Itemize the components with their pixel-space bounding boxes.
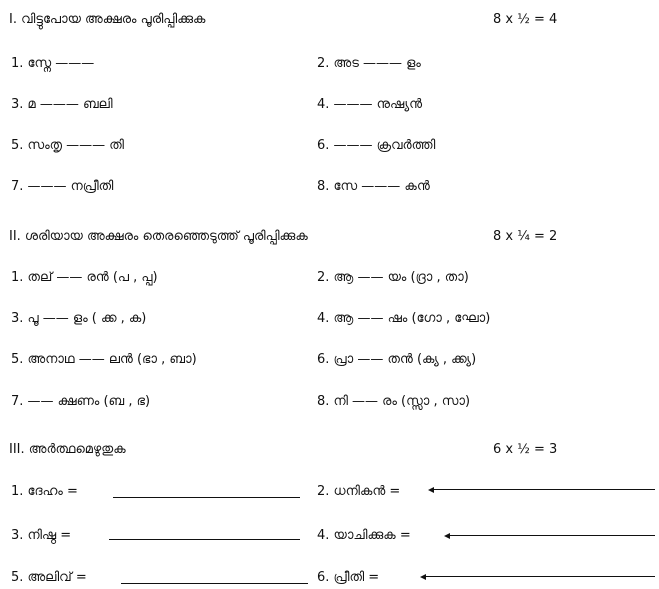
s1-question-7: 7. ——— നപ്രീതി <box>11 179 114 194</box>
s3-question-1: 1. ദേഹം = <box>11 484 78 499</box>
s3-answer-line-1[interactable] <box>113 497 300 498</box>
s2-question-2: 2. ആ —— യം (ദ്രാ , താ) <box>317 270 469 285</box>
s3-answer-line-5[interactable] <box>121 583 308 584</box>
s2-question-7: 7. —— ക്ഷണം (ബ , ഭ) <box>11 394 151 409</box>
s2-question-6: 6. പ്രാ —— തൻ (ക്യ , ക്ക്യ) <box>317 352 477 367</box>
s3-answer-line-4[interactable] <box>447 535 655 536</box>
s3-question-4: 4. യാചിക്കുക = <box>317 528 411 543</box>
s1-question-8: 8. സേ ——— കൻ <box>317 179 430 194</box>
section-3-marks: 6 x ½ = 3 <box>493 442 558 457</box>
s1-question-5: 5. സംതൃ ——— തി <box>11 138 125 153</box>
s1-question-1: 1. സ്നേ ——— <box>11 56 95 71</box>
s1-question-2: 2. അട ——— ളം <box>317 56 421 71</box>
s2-question-3: 3. പൂ —— ളം ( ക്ക , ക) <box>11 311 147 326</box>
s2-question-8: 8. നി —— രം (സ്സാ , സാ) <box>317 394 471 409</box>
s3-answer-line-2[interactable] <box>431 489 655 490</box>
s3-question-3: 3. നിഷ്ഠ = <box>11 528 72 543</box>
s1-question-3: 3. മ ——— ബലി <box>11 97 113 112</box>
s3-question-6: 6. പ്രീതി = <box>317 570 380 585</box>
section-3-title: III. അർത്ഥമെഴുതുക <box>9 442 126 457</box>
section-2-title: II. ശരിയായ അക്ഷരം തെരഞ്ഞെടുത്ത് പൂരിപ്പിക്കുക <box>9 229 308 244</box>
s2-question-5: 5. അനാഥ —— ലൻ (ഭാ , ബാ) <box>11 352 197 367</box>
s3-question-5: 5. അലിവ് = <box>11 570 87 585</box>
s1-question-6: 6. ——— ക്രവർത്തി <box>317 138 436 153</box>
s1-question-4: 4. ——— നുഷ്യൻ <box>317 97 423 112</box>
s3-answer-line-3[interactable] <box>109 539 300 540</box>
section-1-title: I. വിട്ടുപോയ അക്ഷരം പൂരിപ്പിക്കുക <box>9 12 206 27</box>
section-2-marks: 8 x ¼ = 2 <box>493 229 558 244</box>
s2-question-1: 1. തല് —— രൻ (പ , പ്പ) <box>11 270 158 285</box>
section-1-marks: 8 x ½ = 4 <box>493 12 558 27</box>
s2-question-4: 4. ആ —— ഷം (ഗോ , ഘോ) <box>317 311 491 326</box>
s3-question-2: 2. ധനികൻ = <box>317 484 401 499</box>
s3-answer-line-6[interactable] <box>423 576 655 577</box>
